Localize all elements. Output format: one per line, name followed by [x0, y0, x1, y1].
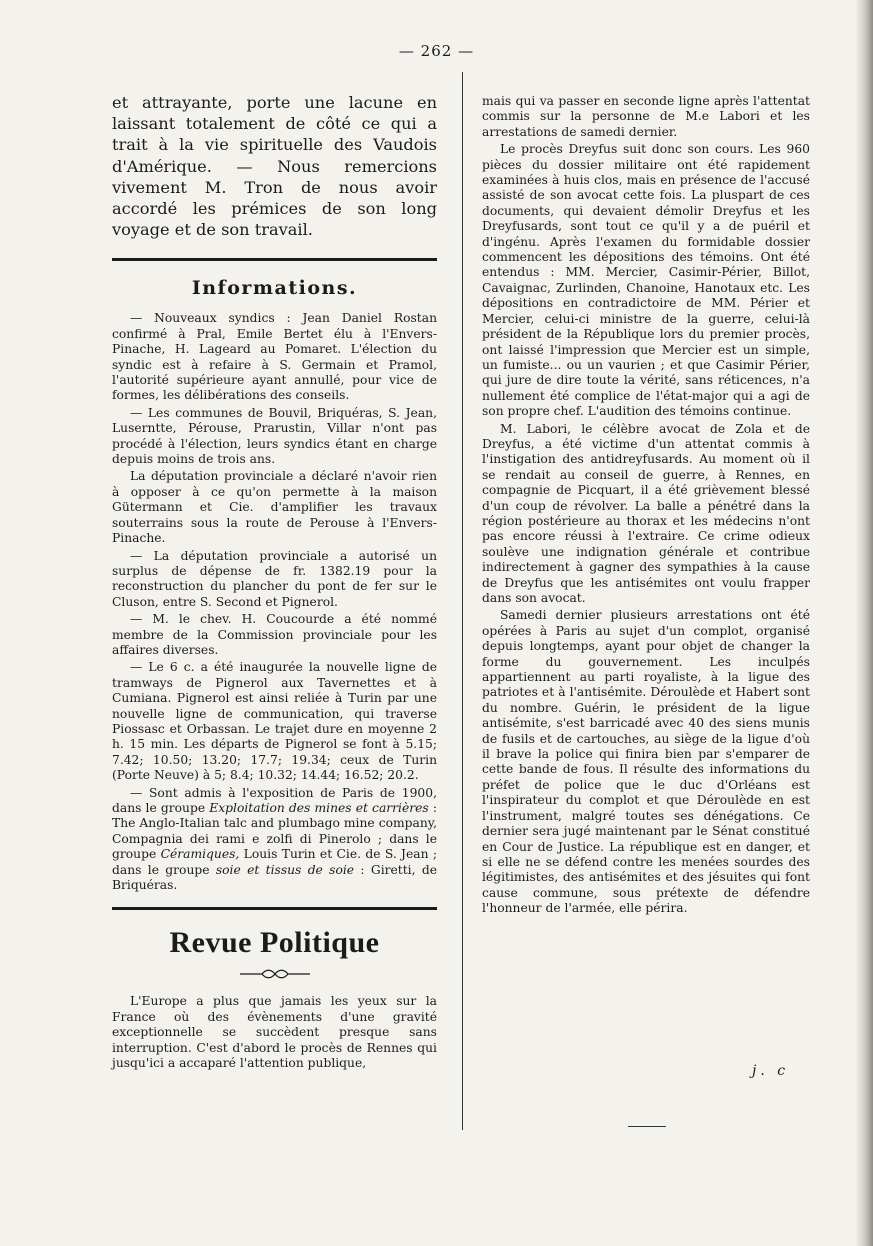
info-item: — M. le chev. H. Coucourde a été nommé membre de la Commission provinciale pour les affaires diverses.	[112, 612, 437, 657]
page-edge-shadow	[855, 0, 873, 1246]
expo-text: : The Anglo-Italian talc and plumbago mine company, Compagnia dei rami e zolfi di Pinerolo ; dans le groupe	[112, 801, 437, 862]
right-column	[482, 94, 810, 919]
expo-group-mines: Exploitation des mines et carrières	[209, 801, 429, 816]
expo-group-soie: soie et tissus de soie	[215, 862, 355, 877]
ornament-flourish	[238, 968, 312, 980]
info-item-exposition	[112, 786, 437, 894]
expo-text: Louis Turin et Cie. de S. Jean ; dans le groupe	[112, 847, 437, 877]
left-column	[112, 92, 437, 1073]
informations-list	[112, 311, 437, 893]
info-item: — Nouveaux syndics : Jean Daniel Rostan confirmé à Pral, Emile Bertet élu à l'Envers-Pinache, H. Lageard au Pomaret. L'élection du syndic est à refaire à S. Germain et Pramol, l'autorité supérieure ayant annullé, pour vice de formes, les délibérations des conseils.	[112, 311, 437, 403]
end-rule	[628, 1126, 666, 1127]
author-signature: j. c	[752, 1063, 790, 1079]
section-divider	[112, 258, 437, 261]
revue-intro-paragraph: L'Europe a plus que jamais les yeux sur la France où des évènements d'une gravité exceptionnelle se succèdent presque sans interruption. C'est d'abord le procès de Rennes qui jusqu'ici a accaparé l'attention publique,	[112, 994, 437, 1071]
info-item: — Le 6 c. a été inaugurée la nouvelle ligne de tramways de Pignerol aux Tavernettes et à Cumiana. Pignerol est ainsi reliée à Turin par une nouvelle ligne de communication, qui traverse Piossasc et Orbassan. Le trajet dure en moyenne 2 h. 15 min. Les départs de Pignerol se font à 5.15; 7.42; 10.50; 13.20; 17.7; 19.34; ceux de Turin (Porte Neuve) à 5; 8.4; 10.32; 14.44; 16.52; 20.2.	[112, 660, 437, 783]
page-number: — 262 —	[398, 42, 475, 60]
column-divider	[462, 72, 463, 1130]
info-item: — Les communes de Bouvil, Briquéras, S. Jean, Luserntte, Pérouse, Prarustin, Villar n'ont pas procédé à l'élection, leurs syndics étant en charge depuis moins de trois ans.	[112, 405, 437, 467]
section-divider	[112, 907, 437, 910]
article-paragraph: M. Labori, le célèbre avocat de Zola et de Dreyfus, a été victime d'un attentat commis à l'instigation des antidreyfusards. Au moment où il se rendait au conseil de guerre, à Rennes, en compagnie de Picquart, il a été grièvement blessé d'un coup de révolver. La balle a pénétré dans la région postérieure au thorax et les médecins n'ont pas encore réussi à l'extraire. Ce crime odieux soulève une indignation générale et contribue indirectement à gagner des sympathies à la cause de Dreyfus que les antisémites ont voulu frapper dans son avocat.	[482, 421, 810, 605]
informations-heading: Informations.	[191, 277, 358, 300]
revue-politique-heading: Revue Politique	[169, 926, 380, 960]
intro-paragraph: et attrayante, porte une lacune en laissant totalement de côté ce qui a trait à la vie spirituelle des Vaudois d'Amérique. — Nous remercions vivement M. Tron de nous avoir accordé les prémices de son long voyage et de son travail.	[112, 93, 437, 240]
article-paragraph: Samedi dernier plusieurs arrestations ont été opérées à Paris au sujet d'un complot, organisé depuis longtemps, ayant pour objet de changer la forme du gouvernement. Les inculpés appartiennent au parti royaliste, à la ligue des patriotes et à l'antisémite. Déroulède et Habert sont du nombre. Guérin, le président de la ligue antisémite, s'est barricadé avec 40 des siens munis de fusils et de cartouches, au siège de la ligue d'où il brave la police qui finira bien par s'emparer de cette bande de fous. Il résulte des informations du préfet de police que le duc d'Orléans est l'inspirateur du complot et que Déroulède en est l'instrument, malgré toutes ses dénégations. Ce dernier sera jugé maintenant par le Sénat constitué en Cour de Justice. La république est en danger, et si elle ne se défend contre les menées sourdes des légitimistes, des antisémites et des jésuites qui font cause commune, sous prétexte de défendre l'honneur de l'armée, elle périra.	[482, 608, 810, 916]
expo-text: : Giretti, de Briquéras.	[112, 862, 438, 893]
info-item: — La députation provinciale a autorisé un surplus de dépense de fr. 1382.19 pour la reconstruction du plancher du pont de fer sur le Cluson, entre S. Second et Pignerol.	[112, 548, 437, 609]
article-paragraph: Le procès Dreyfus suit donc son cours. Les 960 pièces du dossier militaire ont été rapidement examinées à huis clos, mais en présence de l'accusé assisté de son avocat cette fois. La pluspart de ces documents, qui devaient démolir Dreyfus et les Dreyfusards, sont tout ce qu'il y a de puéril et d'ingénu. Après l'examen du formidable dossier commencent les dépositions des témoins. Ont été entendus : MM. Mercier, Casimir-Périer, Billot, Cavaignac, Zurlinden, Chanoine, Hanotaux etc. Les dépositions en contradictoire de MM. Périer et Mercier, celui-ci ministre de la guerre, celui-là président de la République lors du premier procès, ont laissé l'impression que Mercier est un simple, un fumiste... ou un vaurien ; et que Casimir Périer, qui jure de dire toute la vérité, sans réticences, n'a nullement été complice de l'état-major qui a agi de son propre chef. L'audition des témoins continue.	[482, 142, 810, 419]
info-item: La députation provinciale a déclaré n'avoir rien à opposer à ce qu'on permette à la maison Gütermann et Cie. d'amplifier les travaux souterrains sous la route de Perouse à l'Envers-Pinache.	[112, 469, 437, 546]
article-paragraph: mais qui va passer en seconde ligne après l'attentat commis sur la personne de M.e Labori et les arrestations de samedi dernier.	[482, 94, 810, 139]
expo-text: — Sont admis à l'exposition de Paris de 1900, dans le groupe	[112, 785, 437, 816]
expo-group-ceramiques: Céramiques,	[160, 847, 240, 862]
